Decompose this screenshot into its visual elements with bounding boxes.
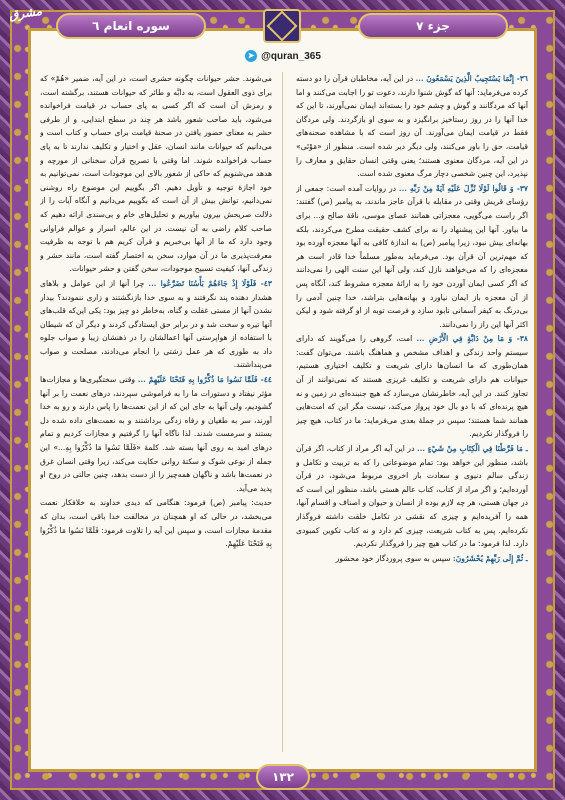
telegram-handle: @quran_365	[261, 50, 321, 62]
commentary-text: وقتی سختگیری‌ها و مجازات‌ها مؤثر نیفتاد و دستورات ما را به فراموشی سپردند، درهای نعمت را بر آنها گشودیم، ولی آنها به جای این که از این نعمت‌ها را پاس دارند و رو به خدا آورند، سر به طغیان و رفاه زدگی برداشتند و به نعمت‌های داده شده دل بستند و سرمست شدند. لذا ناگاه آنها را گرفتیم و مجازات کردیم و تمام درهای امید به روی آنها بسته شد. کلمهٔ «فَلَمَّا نَسُوا مَا ذُكِّرُوا بِهِ...» این جمله از نوعی شوک و سکتهٔ روانی حکایت می‌کند، زیرا وقتی انسان غرق در نعمت‌ها باشد و ناگهان همه‌چیز را از دست بدهد، چنین حالتی در روح او پدید می‌آید.	[40, 375, 272, 493]
commentary-text: در این آیه اگر مراد از کتاب، اگر قرآن باشد، منظور این خواهد بود: تمام موضوعاتی را که به تربیت و تکامل و زندگی سالم دنیوی و سعادت بار اخروی مربوط می‌شود، در قرآن آورده‌ایم؛ و اگر مراد از کتاب، کتاب عالم هستی باشد، منظور این است که در جهان هستی، هر چه لازم بوده از انسان و حیوان و اصناف و اقسام آنها، همه را آفریده‌ایم و چیزی که نقشی در تکامل خلقت داشته فروگذار نکرده‌ایم. پس به کتاب شریعت، چیزی کم دارد و نه کتاب تکوین کمبودی دارد. لذا فرمود: ما در کتاب هیچ چیز را فروگذار نکردیم.	[296, 444, 528, 549]
commentary-paragraph	[296, 72, 528, 181]
column-divider	[282, 72, 283, 752]
verse-heading: ـ ثُمَّ إِلَى رَبِّهِمْ يُحْشَرُونَ:	[452, 553, 528, 563]
commentary-paragraph	[296, 442, 528, 551]
commentary-text: امت، گروهی را می‌گویند که دارای سیستم واحد زندگی و اهداف مشخص و هماهنگ باشند. می‌توان گفت: همان‌طوری که ما انسان‌ها دارای شریعت و تکلیف اختیاری هستیم، حیوانات هم دارای شریعت و تکلیف غریزی هستند که نمی‌توانند از آن تجاوز کنند. در این آیه، خاطرنشان می‌سازد که هیچ جنبنده‌ای در زمین و نه هیچ پرنده‌ای که با دو بال خود پرواز می‌کند، نیست مگر این که امت‌هایی همانند شما هستند؛ سپس در جملهٔ بعدی می‌فرماید: ما در کتاب، هیچ چیز را فروگذار نکردیم.	[296, 334, 528, 439]
commentary-text: می‌شوند. حشر حیوانات چگونه حشری است، در این آیه، ضمیر «هُمْ» که برای ذوی العقول است، به دابَّه و طائر که حیوانات هستند، برگشته است، و رمزش آن است که اگر کسی به پای حساب در قیامت فراخوانده می‌شود، باید صاحب شعور باشد هر چند در سطح ابتدایی، و از طرفی حشر به معنای حضور یافتن در صحنهٔ قیامت برای حساب و کتاب است و می‌دانیم که حیوانات مانند انسان، عقل و اختیار و تکلیف ندارند تا به پای حساب فراخوانده شوند. اما وقتی با تصریح قرآن سخنانی از مورچه و هدهد می‌شنویم که حاکی از شعور بالای این موجودات است، نمی‌توانیم به‌ خود اجازهٔ توجیه و تأویل دهیم. اگر بگوییم این موضوع راه روشنی نمی‌دانیم، توانش بیش از آن است که بگوییم می‌دانیم و آنگاه آیات را از دلالت صریحش بیرون بیاوریم و تحلیل‌های خام و بی‌سندی ارائه دهیم که صاحب کلام راضی به آن نیست. در این عالم، اسرار و عوالم فراوانی وجود دارد که ما از آنها بی‌خبریم و قرآن کریم هم با توجه به ظرفیت معرفت‌پذیری ما در آن موارد، سخن به اختصار گفته است، مانند حشر و زندگی آنها، کیفیت تسبیح موجودات، سخن گفتن و حشر حیوانات.	[40, 74, 272, 274]
verse-heading: ٣٨- وَ مَا مِنْ دَابَّةٍ فِي الْأَرْضِ ...	[416, 334, 528, 344]
commentary-paragraph	[40, 496, 272, 550]
commentary-text: سپس به سوی پروردگار خود محشور	[335, 553, 451, 563]
brand-logo: مشرق	[8, 3, 43, 23]
commentary-text: چرا آنها از این عوامل و بلاهای هشدار دهنده پند نگرفتند و به سوی خدا بازنگشتند و زاری ننمودند؟ بیدار نشدن آنها از مستی غفلت و گناه، به‌خاطر دو چیز بود: یکی این‌که قلب‌های آنها تیره و سخت شد و در برابر حق ایستادگی کردند و دیگر آن که شیطان با استفاده از هواپرستی آنها اعمالشان را در ذهنشان زیبا و صواب جلوه داد به طوری که هر عمل زشتی را انجام می‌دادند، مصلحت و صواب می‌پنداشتند.	[40, 278, 272, 370]
commentary-paragraph	[40, 72, 272, 276]
verse-heading: ٣٧- وَ قَالُوا لَوْلَا نُزِّلَ عَلَيْهِ آيَةٌ مِنْ رَبِّهِ ...	[398, 183, 528, 193]
commentary-paragraph	[296, 332, 528, 441]
juz-label: جزء ۷	[358, 13, 508, 39]
commentary-text: در این آیه، مخاطبان قرآن را دو دسته کرده می‌فرماید: آنها که گوش شنوا دارند، دعوت تو را اجابت می‌کنند و اما آنها که مردگانند و گوش و چشم خود را بسته‌اند ایمان نمی‌آورند، تا این که خدا آنها را در روز رستاخیز برانگیزد و به سوی او بازگردند. ولی مردگان فقط در قیامت ایمان می‌آورند. آن روز است که با مشاهده صحنه‌های قیامت، حق را باور می‌کنند، ولی دیگر دیر شده است. منظور از «مَوْتَى» در این آیه، مردگان معنوی هستند؛ یعنی وقتی انسان حقایق و معارف را نپذیرد، این چنین شخصی دچار مرگ معنوی شده است.	[296, 74, 528, 179]
surah-label: سوره انعام ٦	[56, 13, 206, 39]
verse-heading: ٣٦- إِنَّمَا يَسْتَجِيبُ الَّذِينَ يَسْمَعُونَ ...	[415, 74, 528, 83]
left-column	[40, 72, 272, 752]
commentary-paragraph	[296, 182, 528, 332]
commentary-paragraph	[40, 277, 272, 372]
emblem-icon	[263, 9, 301, 43]
telegram-channel[interactable]	[228, 48, 338, 64]
commentary-text: حدیث: پیامبر (ص) فرمود: هنگامی که دیدی خداوند به خلافکار نعمت می‌بخشد، در حالی که او همچنان در مخالفت خدا باقی است، بدان که مقدمهٔ مجازات است، و سپس این آیه را تلاوت فرمود: فَلَمَّا نَسُوا مَا ذُكِّرُوا بِهِ فَتَحْنَا عَلَيْهِمْ.	[40, 498, 272, 549]
page-header	[56, 8, 508, 44]
verse-heading: ٤٣- فَلَوْلَا إِذْ جَاءَهُمْ بَأْسُنَا تَضَرَّعُوا ...	[148, 278, 272, 288]
right-column	[296, 72, 528, 752]
commentary-paragraph	[296, 552, 528, 566]
telegram-icon: ➤	[245, 50, 257, 62]
verse-heading: ـ مَا فَرَّطْنَا فِي الْكِتَابِ مِنْ شَيْءٍ ...	[417, 444, 528, 454]
verse-heading: ٤٤- فَلَمَّا نَسُوا مَا ذُكِّرُوا بِهِ فَتَحْنَا عَلَيْهِمْ ...	[137, 375, 272, 385]
commentary-paragraph	[40, 373, 272, 495]
page-number: ۱۳۲	[256, 764, 310, 790]
commentary-text: در روایات آمده است: جمعی از رؤسای قریش وقتی در مقابله با قرآن عاجز ماندند، به پیامبر (ص) گفتند: اگر راست می‌گویی، معجزاتی همانند عصای موسی، ناقهٔ صالح و... برای ما بیاور. آنها این پیشنهاد را نه برای کشف حقیقت مطرح می‌کردند، بلکه بهانه‌ای بیش نبود، زیرا پیامبر (ص) به اندازهٔ کافی به آنها معجزه آورده بود که مهم‌ترین آن قرآن بود. می‌فرماید به‌طور مسلماً خدا قادر است هر معجزه‌ای را که می‌خواهند نازل کند، ولی آنها این سنت الهی را نمی‌دانند که اگر کسی ایمان آوردن خود را به ارائهٔ معجزه مشروط کند، آنگاه پس از آن معجزه باز ایمان نیاورد و بهانه‌هایی بتراشد، خدا چنین آدمی را بی‌درنگ به کیفر آسمانی نابود سازد و فرصت توبه از او گرفته شود و لیکن اکثر آنها این راز را نمی‌دانند.	[296, 183, 528, 329]
